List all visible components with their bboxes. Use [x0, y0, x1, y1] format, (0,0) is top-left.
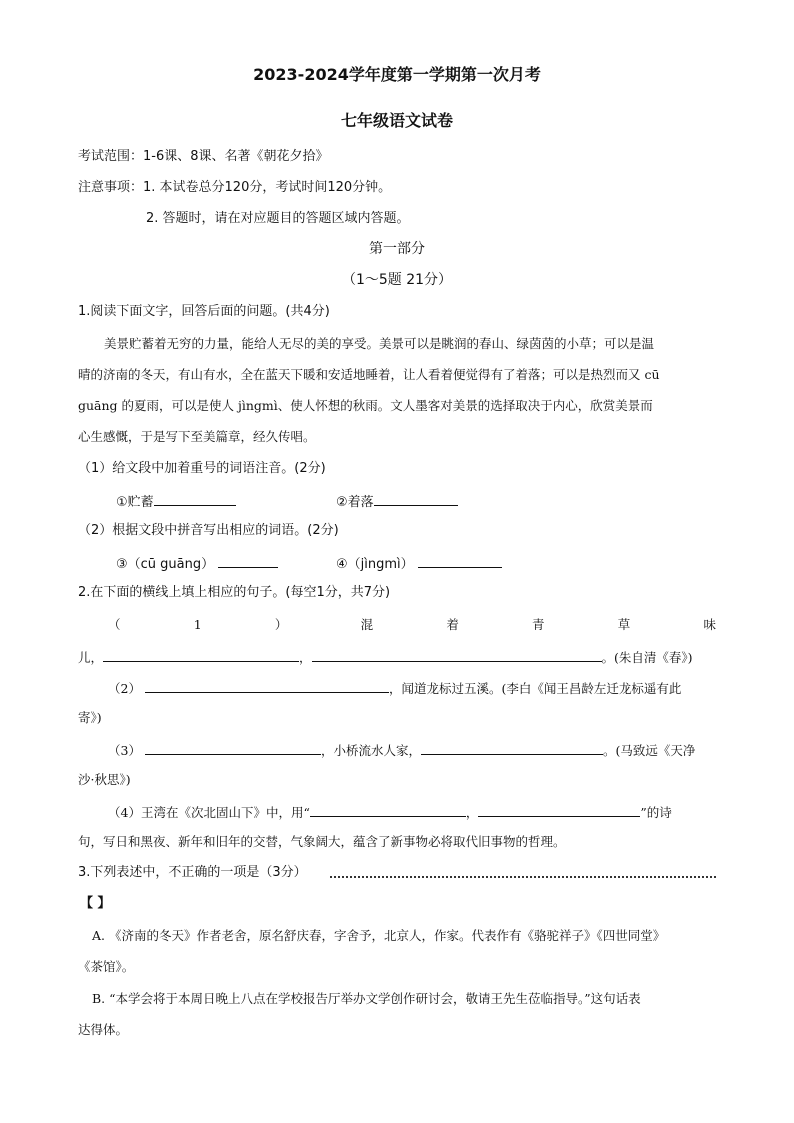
answer-blank[interactable] — [218, 553, 278, 568]
answer-bracket[interactable]: 【 】 — [80, 896, 111, 911]
q1-passage-line: guāng 的夏雨，可以是使人 jìngmì、使人怀想的秋雨。文人墨客对美景的选择取决于内心，欣赏美景而 — [78, 398, 653, 413]
q1-sub2-b-label: ④（jìngmì） — [336, 557, 414, 572]
q2-item1-char: 味 — [703, 617, 716, 632]
exam-subtitle: 七年级语文试卷 — [340, 111, 453, 130]
answer-blank[interactable] — [421, 740, 603, 755]
q2-text: ”的诗 — [640, 805, 672, 820]
q2-text: （2） — [108, 681, 141, 696]
q3-option-a-cont: 《茶馆》。 — [78, 959, 135, 974]
q1-sub2-a — [116, 553, 278, 574]
dotted-leader — [330, 876, 716, 878]
answer-blank[interactable] — [478, 802, 640, 817]
q2-item1-line — [108, 616, 716, 634]
q3-option-a: A. 《济南的冬天》作者老舍，原名舒庆春，字舍予，北京人，作家。代表作有《骆驼祥子》《四世同堂》 — [92, 928, 666, 943]
q2-item1-char: ） — [274, 617, 288, 632]
answer-blank[interactable] — [154, 491, 236, 506]
answer-blank[interactable] — [310, 802, 466, 817]
q1-sub1-b-label: ②着落 — [336, 495, 374, 510]
answer-blank[interactable] — [374, 491, 458, 506]
part-range: （1～5题 21分） — [341, 272, 453, 288]
q3-stem — [78, 864, 307, 882]
q2-item1-line2 — [78, 647, 693, 667]
q1-sub1-a — [116, 491, 236, 512]
answer-blank[interactable] — [418, 553, 502, 568]
q1-stem: 1.阅读下面文字，回答后面的问题。(共4分) — [78, 304, 330, 319]
q2-item4-line — [108, 802, 672, 822]
q2-text: ， — [299, 650, 312, 665]
q2-item4-line2: 句，写日和黑夜、新年和旧年的交替，气象阔大，蕴含了新事物必将取代旧事物的哲理。 — [78, 834, 566, 849]
q1-sub1: （1）给文段中加着重号的词语注音。(2分) — [78, 461, 326, 476]
q2-item3-line2: 沙·秋思》) — [78, 772, 131, 787]
q2-item1-char: 混 — [360, 617, 374, 632]
q2-text: 儿， — [78, 650, 104, 665]
q1-passage-line: 心生感慨，于是写下至美篇章，经久传唱。 — [78, 429, 316, 444]
q2-stem: 2.在下面的横线上填上相应的句子。(每空1分，共7分) — [78, 585, 391, 600]
q2-text: ， — [465, 805, 479, 820]
q1-passage-line: 晴的济南的冬天，有山有水，全在蓝天下暖和安适地睡着，让人看着便觉得有了着落；可以是热烈而又 cū — [78, 367, 660, 382]
q2-item1-char: 着 — [446, 617, 459, 632]
answer-blank[interactable] — [312, 647, 602, 662]
q2-text: 。(马致远《天净 — [602, 743, 696, 758]
q2-text: ，闻道龙标过五溪。(李白《闻王昌龄左迁龙标遥有此 — [388, 681, 682, 696]
q2-item1-char: 1 — [193, 617, 202, 632]
q3-option-b-cont: 达得体。 — [78, 1022, 129, 1037]
q2-text: 。(朱自清《春》) — [601, 650, 693, 665]
q2-text: （4）王湾在《次北固山下》中，用“ — [108, 805, 310, 820]
q1-sub2: （2）根据文段中拼音写出相应的词语。(2分) — [78, 523, 339, 538]
exam-title: 2023-2024学年度第一学期第一次月考 — [253, 65, 541, 84]
answer-blank[interactable] — [145, 740, 321, 755]
q2-item2-line — [108, 678, 681, 698]
answer-blank[interactable] — [145, 678, 389, 693]
notice-2: 2. 答题时，请在对应题目的答题区域内答题。 — [146, 211, 410, 226]
part-title: 第一部分 — [369, 241, 425, 257]
q2-item3-line — [108, 740, 695, 760]
q3-option-b: B. “本学会将于本周日晚上八点在学校报告厅举办文学创作研讨会，敬请王先生莅临指导。”这句话表 — [92, 991, 641, 1006]
q3-stem-text: 3.下列表述中，不正确的一项是（3分） — [78, 865, 307, 880]
q2-item1-char: （ — [108, 617, 121, 632]
q1-sub1-a-label: ①贮蓄 — [116, 495, 154, 510]
q1-sub2-b — [336, 553, 502, 574]
exam-scope: 考试范围：1-6课、8课、名著《朝花夕拾》 — [78, 149, 329, 164]
notice-1: 注意事项：1. 本试卷总分120分，考试时间120分钟。 — [78, 180, 392, 195]
q2-text: ，小桥流水人家， — [320, 743, 421, 758]
q2-item2-line2: 寄》) — [78, 710, 102, 725]
q2-item1-char: 青 — [532, 617, 545, 632]
q1-sub1-b — [336, 491, 458, 512]
q2-item1-char: 草 — [617, 617, 631, 632]
answer-blank[interactable] — [103, 647, 299, 662]
q2-text: （3） — [108, 743, 141, 758]
q1-sub2-a-label: ③（cū guāng） — [116, 557, 215, 572]
q1-passage-line: 美景贮蓄着无穷的力量，能给人无尽的美的享受。美景可以是眺润的春山、绿茵茵的小草；可以是温 — [104, 336, 655, 351]
